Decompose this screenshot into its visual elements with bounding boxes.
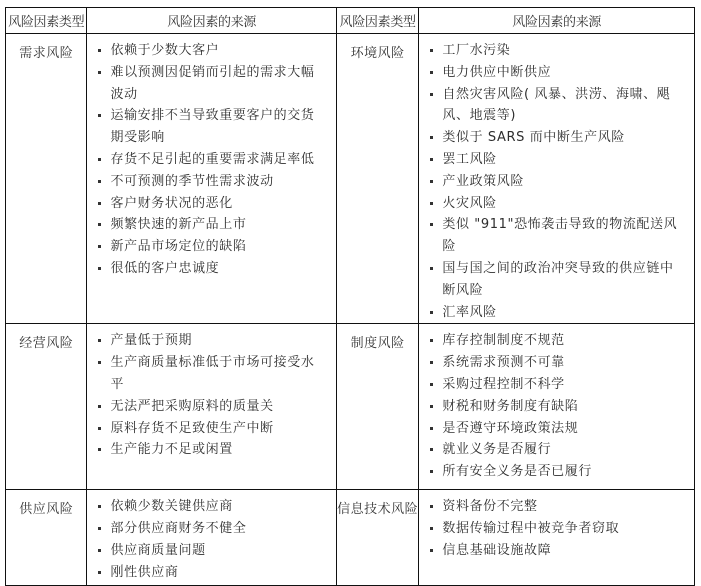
list-item: 国与国之间的政治冲突导致的供应链中断风险 bbox=[429, 258, 686, 302]
list-item: 不可预测的季节性需求波动 bbox=[97, 171, 327, 193]
risk-sources-operations bbox=[87, 324, 336, 490]
risk-type-institutional: 制度风险 bbox=[336, 324, 418, 490]
list-item: 生产商质量标准低于市场可接受水平 bbox=[97, 352, 327, 396]
list-item: 存货不足引起的重要需求满足率低 bbox=[97, 149, 327, 171]
header-risk-type-left: 风险因素类型 bbox=[6, 8, 87, 34]
header-risk-source-left: 风险因素的来源 bbox=[87, 8, 336, 34]
list-item: 产业政策风险 bbox=[429, 171, 686, 193]
table-row bbox=[6, 34, 695, 324]
list-item: 所有安全义务是否已履行 bbox=[429, 461, 686, 483]
list-item: 产量低于预期 bbox=[97, 330, 327, 352]
list-item: 新产品市场定位的缺陷 bbox=[97, 236, 327, 258]
list-item: 就业义务是否履行 bbox=[429, 439, 686, 461]
list-item: 火灾风险 bbox=[429, 193, 686, 215]
list-item: 资料备份不完整 bbox=[429, 496, 686, 518]
list-item: 依赖于少数大客户 bbox=[97, 40, 327, 62]
risk-type-demand: 需求风险 bbox=[6, 34, 87, 324]
list-item: 财税和财务制度有缺陷 bbox=[429, 396, 686, 418]
list-item: 信息基础设施故障 bbox=[429, 540, 686, 562]
risk-type-it: 信息技术风险 bbox=[336, 490, 418, 586]
list-item: 类似 "911"恐怖袭击导致的物流配送风险 bbox=[429, 214, 686, 258]
risk-factor-table bbox=[5, 7, 695, 586]
table-row bbox=[6, 490, 695, 586]
list-item: 部分供应商财务不健全 bbox=[97, 518, 327, 540]
list-item: 原料存货不足致使生产中断 bbox=[97, 418, 327, 440]
header-risk-type-right: 风险因素类型 bbox=[336, 8, 418, 34]
list-item: 自然灾害风险( 风暴、洪涝、海啸、飓风、地震等) bbox=[429, 84, 686, 128]
risk-sources-environment bbox=[419, 34, 695, 324]
header-row bbox=[6, 8, 695, 34]
list-item: 客户财务状况的恶化 bbox=[97, 193, 327, 215]
list-item: 刚性供应商 bbox=[97, 562, 327, 584]
list-item: 库存控制制度不规范 bbox=[429, 330, 686, 352]
list-item: 无法严把采购原料的质量关 bbox=[97, 396, 327, 418]
risk-type-supply: 供应风险 bbox=[6, 490, 87, 586]
risk-sources-supply bbox=[87, 490, 336, 586]
table-row bbox=[6, 324, 695, 490]
list-item: 数据传输过程中被竞争者窃取 bbox=[429, 518, 686, 540]
list-item: 电力供应中断供应 bbox=[429, 62, 686, 84]
list-item: 频繁快速的新产品上市 bbox=[97, 214, 327, 236]
risk-sources-it bbox=[419, 490, 695, 586]
list-item: 罢工风险 bbox=[429, 149, 686, 171]
list-item: 是否遵守环境政策法规 bbox=[429, 418, 686, 440]
list-item: 很低的客户忠诚度 bbox=[97, 258, 327, 280]
header-risk-source-right: 风险因素的来源 bbox=[419, 8, 695, 34]
list-item: 采购过程控制不科学 bbox=[429, 374, 686, 396]
risk-sources-institutional bbox=[419, 324, 695, 490]
risk-type-environment: 环境风险 bbox=[336, 34, 418, 324]
list-item: 类似于 SARS 而中断生产风险 bbox=[429, 127, 686, 149]
risk-type-operations: 经营风险 bbox=[6, 324, 87, 490]
list-item: 工厂水污染 bbox=[429, 40, 686, 62]
list-item: 依赖少数关键供应商 bbox=[97, 496, 327, 518]
risk-sources-demand bbox=[87, 34, 336, 324]
list-item: 系统需求预测不可靠 bbox=[429, 352, 686, 374]
list-item: 供应商质量问题 bbox=[97, 540, 327, 562]
list-item: 生产能力不足或闲置 bbox=[97, 439, 327, 461]
list-item: 汇率风险 bbox=[429, 302, 686, 324]
list-item: 难以预测因促销而引起的需求大幅波动 bbox=[97, 62, 327, 106]
list-item: 运输安排不当导致重要客户的交货期受影响 bbox=[97, 105, 327, 149]
